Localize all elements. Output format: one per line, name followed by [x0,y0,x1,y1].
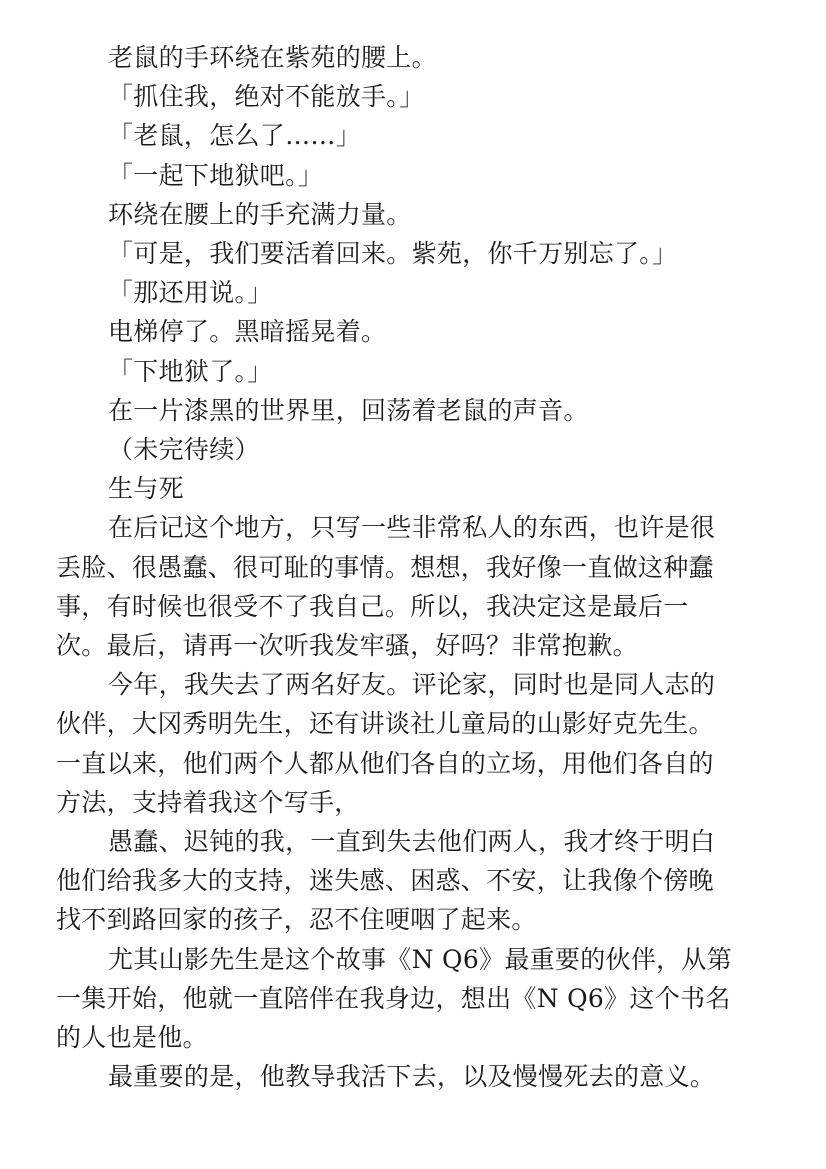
document-page [56,38,756,1096]
paragraph-line: 找不到路回家的孩子，忍不住哽咽了起来。 [56,905,537,935]
text-line: 「可是，我们要活着回来。紫苑，你千万别忘了。」 [108,239,678,269]
text-line: 电梯停了。黑暗摇晃着。 [108,317,387,347]
paragraph-line: 的人也是他。 [56,1023,208,1053]
text-line: 「抓住我，绝对不能放手。」 [108,82,425,112]
paragraph-3 [56,822,756,940]
paragraph-line: 尤其山影先生是这个故事《N Q6》最重要的伙伴，从第 [108,944,733,974]
text-line: 「老鼠，怎么了……」 [108,121,362,151]
paragraph-5 [56,1057,756,1096]
text-line: 环绕在腰上的手充满力量。 [108,199,412,229]
paragraph-line: 方法，支持着我这个写手， [56,787,360,817]
paragraph-2 [56,665,756,822]
section-title: 生与死 [108,474,184,504]
text-line: 「一起下地狱吧。」 [108,160,324,190]
text-line: 「下地狱了。」 [108,356,273,386]
text-line: 「那还用说。」 [108,278,273,308]
paragraph-1 [56,508,756,665]
paragraph-line: 今年，我失去了两名好友。评论家，同时也是同人志的 [108,670,716,700]
paragraph-line: 一集开始，他就一直陪伴在我身边，想出《N Q6》这个书名 [56,983,731,1013]
paragraph-line: 丢脸、很愚蠢、很可耻的事情。想想，我好像一直做这种蠢 [56,552,714,582]
paragraph-line: 一直以来，他们两个人都从他们各自的立场，用他们各自的 [56,748,714,778]
paragraph-line: 事，有时候也很受不了我自己。所以，我决定这是最后一 [56,591,689,621]
text-line: （未完待续） [108,435,260,465]
paragraph-line: 伙伴，大冈秀明先生，还有讲谈社儿童局的山影好克先生。 [56,709,714,739]
paragraph-line: 他们给我多大的支持，迷失感、困惑、不安，让我像个傍晚 [56,866,714,896]
text-line: 老鼠的手环绕在紫苑的腰上。 [108,43,437,72]
text-line: 在一片漆黑的世界里，回荡着老鼠的声音。 [108,395,589,425]
paragraph-line: 次。最后，请再一次听我发牢骚，好吗？非常抱歉。 [56,631,638,661]
paragraph-line: 最重要的是，他教导我活下去，以及慢慢死去的意义。 [108,1062,716,1092]
paragraph-4 [56,940,756,1058]
paragraph-line: 愚蠢、迟钝的我，一直到失去他们两人，我才终于明白 [108,827,716,857]
paragraph-line: 在后记这个地方，只写一些非常私人的东西，也许是很 [108,513,716,543]
